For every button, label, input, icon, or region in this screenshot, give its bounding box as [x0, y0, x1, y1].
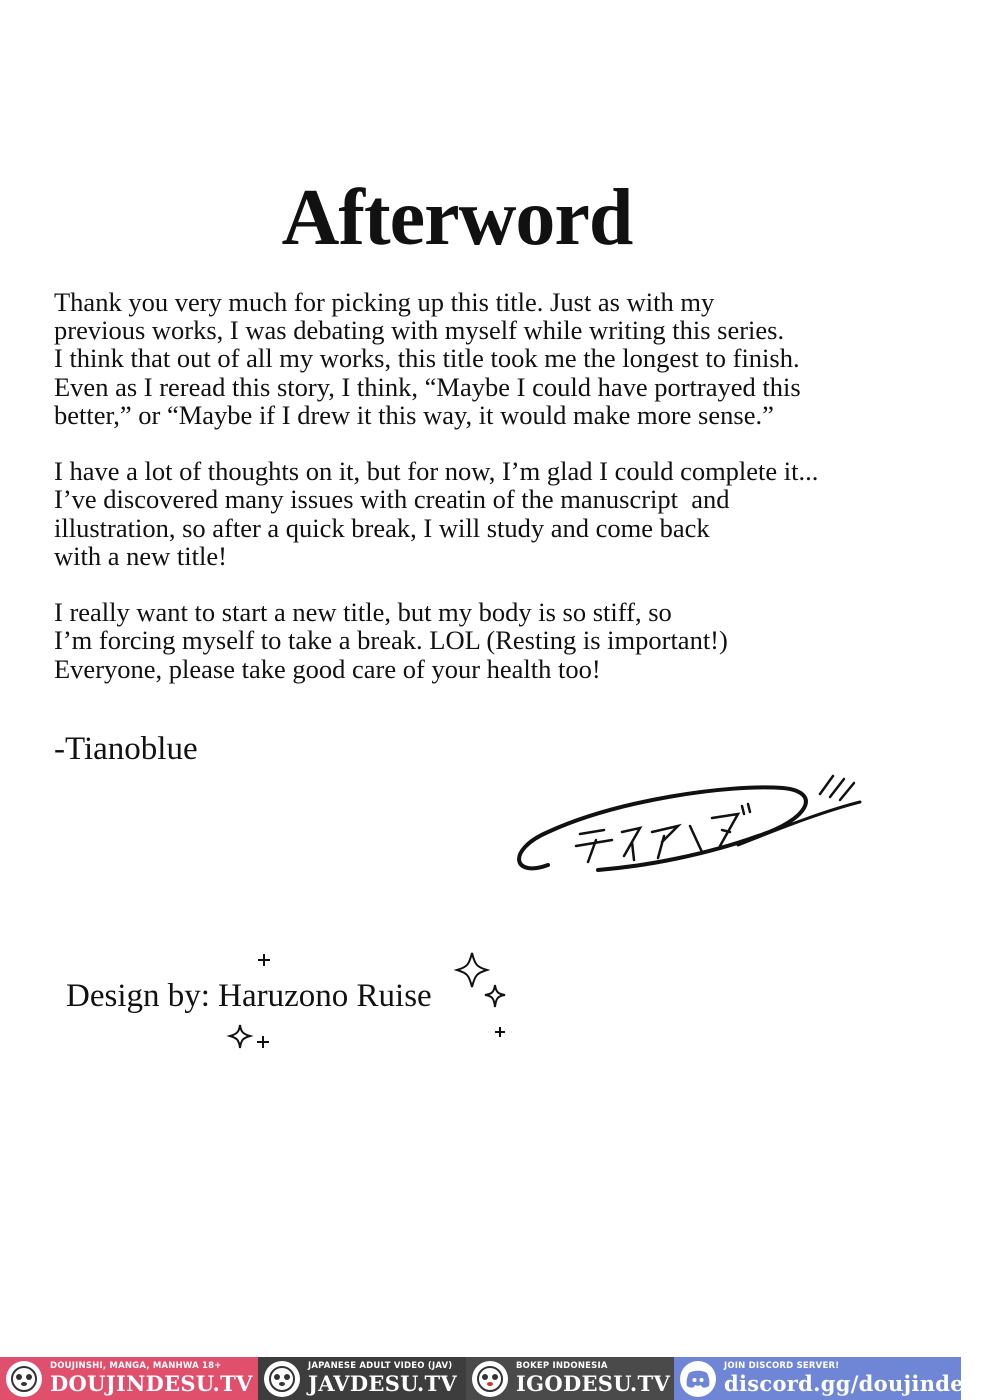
text-line: I have a lot of thoughts on it, but for now, I’m glad I could complete it...	[54, 456, 819, 487]
footer-link-discord[interactable]	[674, 1357, 992, 1400]
panda-logo-icon	[472, 1361, 508, 1397]
handwritten-signature	[508, 770, 868, 890]
text-line: illustration, so after a quick break, I will study and come back	[54, 512, 710, 543]
text-line: I’ve discovered many issues with creatin of the manuscript and	[54, 484, 730, 515]
footer-site-name: IGODESU.TV	[516, 1371, 671, 1396]
signature-tail	[738, 802, 860, 845]
footer-tagline: JAPANESE ADULT VIDEO (JAV)	[308, 1361, 453, 1371]
footer-link-doujindesu[interactable]	[0, 1357, 258, 1400]
sparkle-icon	[485, 985, 505, 1007]
paragraph-2	[54, 457, 934, 570]
text-line: Thank you very much for picking up this title. Just as with my	[54, 287, 715, 317]
footer-link-javdesu[interactable]	[258, 1357, 466, 1400]
discord-icon	[680, 1361, 716, 1397]
plus-icon	[257, 1036, 269, 1048]
text-line: I’m forcing myself to take a break. LOL (Resting is important!)	[54, 625, 728, 656]
panda-logo-icon	[6, 1361, 42, 1397]
footer-site-name: discord.gg/doujindesu	[724, 1371, 992, 1396]
text-line: with a new title!	[54, 540, 227, 571]
footer-tagline: BOKEP INDONESIA	[516, 1361, 608, 1371]
footer-site-name: DOUJINDESU.TV	[50, 1371, 253, 1396]
panda-logo-icon	[264, 1361, 300, 1397]
signature-tick	[820, 776, 854, 800]
text-line: I think that out of all my works, this title took me the longest to finish.	[54, 343, 800, 374]
page-title: Afterword	[281, 174, 633, 262]
plus-icon	[495, 1027, 505, 1037]
afterword-body	[54, 288, 934, 711]
sparkle-icon	[230, 1025, 250, 1048]
text-line: Everyone, please take good care of your health too!	[54, 653, 601, 684]
sparkles-decoration	[225, 945, 515, 1055]
sparkle-icon	[457, 953, 487, 987]
author-signoff: -Tianoblue	[54, 731, 198, 767]
text-line: better,” or “Maybe if I drew it this way, it would make more sense.”	[54, 399, 774, 430]
text-line: Even as I reread this story, I think, “Maybe I could have portrayed this	[54, 371, 801, 402]
footer-tagline: DOUJINSHI, MANGA, MANHWA 18+	[50, 1361, 222, 1371]
footer-banner	[0, 1357, 992, 1400]
footer-site-name: JAVDESU.TV	[308, 1371, 457, 1396]
paragraph-1	[54, 288, 934, 429]
paragraph-3	[54, 598, 934, 683]
footer-tagline: JOIN DISCORD SERVER!	[724, 1361, 840, 1371]
plus-icon	[258, 954, 270, 966]
design-credit: Design by: Haruzono Ruise	[66, 978, 432, 1014]
text-line: I really want to start a new title, but my body is so stiff, so	[54, 597, 672, 628]
text-line: previous works, I was debating with myself while writing this series.	[54, 315, 785, 346]
footer-link-igodesu[interactable]	[466, 1357, 674, 1400]
